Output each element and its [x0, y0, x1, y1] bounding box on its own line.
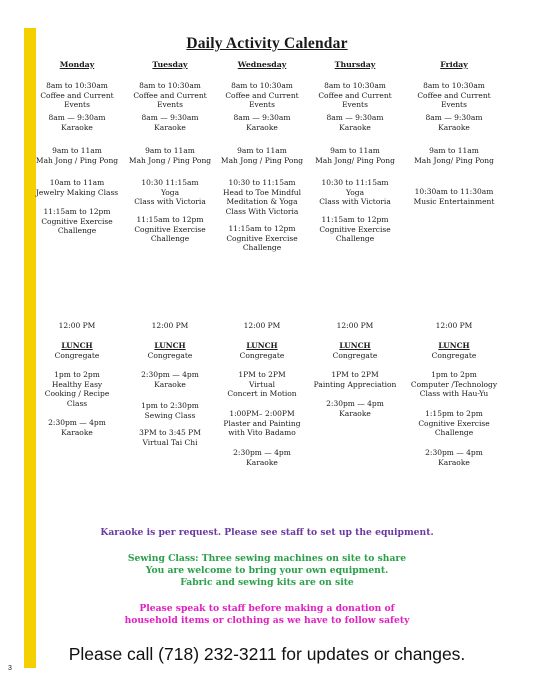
activity-line: Events: [441, 100, 467, 110]
morning-activity: [216, 81, 308, 110]
morning-activity: [216, 224, 308, 253]
morning-activity: [216, 146, 308, 165]
activity-line: Mah Jong / Ping Pong: [35, 155, 119, 165]
activity-line: 8am — 9:30am: [425, 113, 483, 122]
lunch-label: LUNCH: [154, 341, 186, 350]
lunch-type: Congregate: [431, 351, 477, 360]
day-column-wednesday: [216, 0, 308, 500]
lunch-label: LUNCH: [246, 341, 278, 350]
activity-line: 3PM to 3:45 PM: [139, 428, 201, 437]
activity-line: Events: [64, 100, 90, 110]
activity-line: Coffee and Current: [225, 90, 299, 100]
activity-line: 2:30pm — 4pm: [233, 448, 291, 457]
activity-line: Cognitive Exercise: [41, 216, 113, 226]
morning-activity: [408, 146, 500, 165]
activity-line: 8am — 9:30am: [141, 113, 199, 122]
activity-line: 1:15pm to 2pm: [425, 409, 483, 418]
activity-line: Challenge: [57, 226, 97, 236]
activity-line: Challenge: [242, 243, 282, 253]
activity-line: 9am to 11am: [52, 146, 102, 155]
activity-line: Virtual: [249, 379, 275, 389]
lunch-type: Congregate: [54, 351, 100, 360]
activity-line: Virtual Tai Chi: [142, 437, 198, 447]
morning-activity: [309, 113, 401, 132]
lunch-time: 12:00 PM: [58, 321, 96, 330]
activity-line: Karaoke: [246, 122, 278, 132]
day-header: Wednesday: [237, 60, 287, 69]
morning-activity: [124, 146, 216, 165]
footer-contact: Please call (718) 232-3211 for updates or changes.: [68, 644, 466, 664]
afternoon-activity: [216, 370, 308, 399]
activity-line: 9am to 11am: [429, 146, 479, 155]
afternoon-activity: [124, 428, 216, 447]
activity-line: Yoga: [160, 187, 180, 197]
morning-activity: [31, 207, 123, 236]
activity-line: Events: [342, 100, 368, 110]
activity-line: Yoga: [345, 187, 365, 197]
morning-activity: [408, 81, 500, 110]
day-column-tuesday: [124, 0, 216, 500]
activity-line: Karaoke: [339, 122, 371, 132]
morning-activity: [124, 113, 216, 132]
activity-line: 1PM to 2PM: [238, 370, 286, 379]
activity-line: Cooking / Recipe: [44, 389, 110, 399]
lunch-label: LUNCH: [438, 341, 470, 350]
morning-activity: [309, 178, 401, 207]
activity-line: Mah Jong/ Ping Pong: [414, 155, 494, 165]
morning-activity: [309, 81, 401, 110]
activity-line: 10:30 11:15am: [141, 178, 199, 187]
activity-line: Karaoke: [339, 408, 371, 418]
morning-activity: [31, 81, 123, 110]
activity-line: Coffee and Current: [40, 90, 114, 100]
morning-activity: [216, 178, 308, 216]
day-header: Monday: [59, 60, 95, 69]
activity-line: 8am — 9:30am: [48, 113, 106, 122]
activity-line: Healthy Easy: [51, 379, 103, 389]
activity-line: 11:15am to 12pm: [321, 215, 389, 224]
afternoon-activity: [216, 409, 308, 438]
activity-line: 11:15am to 12pm: [228, 224, 296, 233]
activity-line: Painting Appreciation: [313, 379, 397, 389]
activity-line: 2:30pm — 4pm: [48, 418, 106, 427]
activity-line: 8am to 10:30am: [324, 81, 386, 90]
morning-activity: [124, 178, 216, 207]
lunch-time: 12:00 PM: [336, 321, 374, 330]
activity-line: 1pm to 2:30pm: [141, 401, 199, 410]
activity-line: Karaoke: [438, 457, 470, 467]
morning-activity: [309, 146, 401, 165]
morning-activity: [408, 113, 500, 132]
activity-line: 9am to 11am: [145, 146, 195, 155]
activity-line: Karaoke: [61, 122, 93, 132]
lunch-type: Congregate: [239, 351, 285, 360]
afternoon-activity: [408, 370, 500, 399]
activity-line: 1pm to 2pm: [54, 370, 100, 379]
activity-line: 2:30pm — 4pm: [141, 370, 199, 379]
activity-line: 1pm to 2pm: [431, 370, 477, 379]
activity-line: Coffee and Current: [133, 90, 207, 100]
lunch-label: LUNCH: [339, 341, 371, 350]
page-title: Daily Activity Calendar: [186, 35, 348, 52]
activity-line: 8am — 9:30am: [233, 113, 291, 122]
morning-activity: [124, 215, 216, 244]
activity-line: 2:30pm — 4pm: [326, 399, 384, 408]
activity-line: Karaoke: [246, 457, 278, 467]
activity-line: Concert in Motion: [227, 389, 297, 399]
afternoon-activity: [309, 399, 401, 418]
morning-activity: [408, 187, 500, 206]
activity-line: Class: [66, 398, 88, 408]
activity-line: 8am — 9:30am: [326, 113, 384, 122]
donation-note-line-1: Please speak to staff before making a donation of: [139, 603, 395, 614]
afternoon-activity: [309, 370, 401, 389]
activity-line: Challenge: [335, 234, 375, 244]
activity-line: Coffee and Current: [318, 90, 392, 100]
activity-line: Jewelry Making Class: [35, 187, 119, 197]
activity-line: Challenge: [150, 234, 190, 244]
activity-line: 10:30am to 11:30am: [414, 187, 494, 196]
lunch-time: 12:00 PM: [151, 321, 189, 330]
morning-activity: [31, 113, 123, 132]
lunch-label: LUNCH: [61, 341, 93, 350]
activity-line: 8am to 10:30am: [139, 81, 201, 90]
activity-line: Plaster and Painting: [223, 418, 301, 428]
activity-line: Class with Victoria: [319, 197, 391, 207]
activity-line: Karaoke: [438, 122, 470, 132]
activity-line: 8am to 10:30am: [46, 81, 108, 90]
sewing-note-line-3: Fabric and sewing kits are on site: [180, 577, 354, 588]
sewing-note-line-2: You are welcome to bring your own equipment.: [145, 565, 389, 576]
afternoon-activity: [31, 418, 123, 437]
activity-line: Events: [157, 100, 183, 110]
activity-line: Sewing Class: [144, 410, 196, 420]
activity-line: 8am to 10:30am: [231, 81, 293, 90]
lunch-time: 12:00 PM: [435, 321, 473, 330]
afternoon-activity: [124, 401, 216, 420]
activity-line: Cognitive Exercise: [418, 418, 490, 428]
afternoon-activity: [124, 370, 216, 389]
morning-activity: [124, 81, 216, 110]
afternoon-activity: [31, 370, 123, 408]
day-header: Tuesday: [152, 60, 188, 69]
activity-line: Karaoke: [61, 427, 93, 437]
activity-line: Challenge: [434, 428, 474, 438]
afternoon-activity: [408, 409, 500, 438]
day-column-friday: [408, 0, 500, 500]
activity-line: 9am to 11am: [237, 146, 287, 155]
activity-line: Class With Victoria: [225, 206, 299, 216]
activity-line: Mah Jong/ Ping Pong: [315, 155, 395, 165]
activity-line: 2:30pm — 4pm: [425, 448, 483, 457]
karaoke-note: Karaoke is per request. Please see staff to set up the equipment.: [100, 527, 434, 538]
activity-line: Computer /Technology: [410, 379, 498, 389]
activity-line: Head to Toe Mindful: [222, 187, 302, 197]
activity-line: Mah Jong / Ping Pong: [220, 155, 304, 165]
afternoon-activity: [408, 448, 500, 467]
day-header: Thursday: [334, 60, 376, 69]
activity-line: with Vito Badamo: [228, 428, 296, 438]
activity-line: 10:30 to 11:15am: [321, 178, 389, 187]
activity-line: Cognitive Exercise: [319, 224, 391, 234]
activity-line: Meditation & Yoga: [226, 197, 298, 207]
activity-line: 11:15am to 12pm: [43, 207, 111, 216]
day-column-monday: [31, 0, 123, 500]
activity-line: 8am to 10:30am: [423, 81, 485, 90]
activity-line: Mah Jong / Ping Pong: [128, 155, 212, 165]
day-column-thursday: [309, 0, 401, 500]
activity-line: 11:15am to 12pm: [136, 215, 204, 224]
activity-line: Cognitive Exercise: [134, 224, 206, 234]
afternoon-activity: [216, 448, 308, 467]
lunch-type: Congregate: [332, 351, 378, 360]
activity-line: 1:00PM– 2:00PM: [229, 409, 295, 418]
activity-line: Music Entertainment: [413, 196, 495, 206]
lunch-time: 12:00 PM: [243, 321, 281, 330]
morning-activity: [31, 178, 123, 197]
activity-line: Coffee and Current: [417, 90, 491, 100]
activity-line: 1PM to 2PM: [331, 370, 379, 379]
donation-note-line-2: household items or clothing as we have to follow safety: [124, 615, 410, 626]
activity-line: Cognitive Exercise: [226, 233, 298, 243]
activity-line: Class with Hau-Yu: [419, 389, 489, 399]
morning-activity: [31, 146, 123, 165]
activity-line: 10:30 to 11:15am: [228, 178, 296, 187]
morning-activity: [216, 113, 308, 132]
activity-line: Events: [249, 100, 275, 110]
lunch-type: Congregate: [147, 351, 193, 360]
activity-line: 9am to 11am: [330, 146, 380, 155]
page-number: 3: [8, 665, 12, 672]
activity-line: 10am to 11am: [49, 178, 105, 187]
day-header: Friday: [440, 60, 468, 69]
activity-line: Class with Victoria: [134, 197, 206, 207]
morning-activity: [309, 215, 401, 244]
activity-line: Karaoke: [154, 122, 186, 132]
sewing-note-line-1: Sewing Class: Three sewing machines on site to share: [127, 553, 407, 564]
activity-line: Karaoke: [154, 379, 186, 389]
